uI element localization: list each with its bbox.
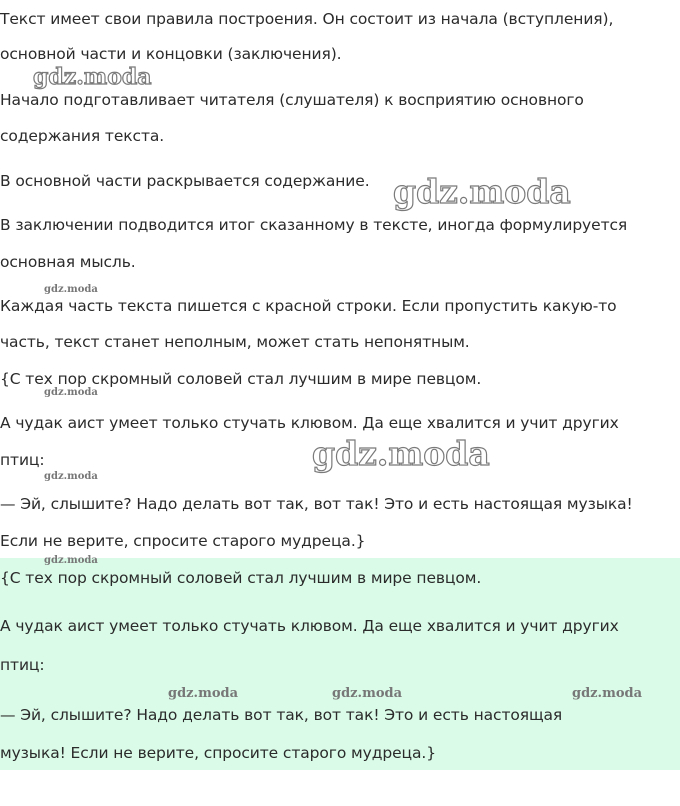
text-line: содержания текста. (0, 127, 165, 145)
watermark-logo: gdz.moda (44, 471, 98, 482)
watermark-logo: gdz.moda (393, 172, 571, 211)
watermark-logo: gdz.moda (44, 555, 98, 566)
answer-line: А чудак аист умеет только стучать клювом. Да еще хвалится и учит других (0, 617, 619, 635)
answer-line: музыка! Если не верите, спросите старого мудреца.} (0, 744, 436, 762)
text-line: Если не верите, спросите старого мудреца.} (0, 532, 366, 550)
answer-line: — Эй, слышите? Надо делать вот так, вот так! Это и есть настоящая (0, 706, 563, 724)
watermark-logo: gdz.moda (312, 434, 490, 473)
text-line: Начало подготавливает читателя (слушателя) к восприятию основного (0, 91, 584, 109)
watermark-logo: gdz.moda (44, 387, 98, 398)
text-line: В основной части раскрывается содержание. (0, 172, 370, 190)
answer-block (0, 558, 680, 770)
watermark-logo: gdz.moda (33, 64, 152, 90)
text-line: А чудак аист умеет только стучать клювом. Да еще хвалится и учит других (0, 414, 619, 432)
watermark-logo: gdz.moda (332, 686, 403, 701)
answer-line: птиц: (0, 656, 45, 674)
text-line: птиц: (0, 451, 45, 469)
text-line: Текст имеет свои правила построения. Он состоит из начала (вступления), (0, 10, 614, 28)
text-line: — Эй, слышите? Надо делать вот так, вот так! Это и есть настоящая музыка! (0, 495, 633, 513)
text-line: В заключении подводится итог сказанному в тексте, иногда формулируется (0, 216, 628, 234)
watermark-logo: gdz.moda (44, 284, 98, 295)
watermark-logo: gdz.moda (168, 686, 239, 701)
text-line: основной части и концовки (заключения). (0, 45, 342, 63)
text-line: Каждая часть текста пишется с красной строки. Если пропустить какую-то (0, 297, 617, 315)
text-line: часть, текст станет неполным, может стать непонятным. (0, 333, 470, 351)
text-line: {С тех пор скромный соловей стал лучшим в мире певцом. (0, 370, 482, 388)
text-line: основная мысль. (0, 253, 136, 271)
watermark-logo: gdz.moda (572, 686, 643, 701)
answer-line: {С тех пор скромный соловей стал лучшим в мире певцом. (0, 569, 482, 587)
